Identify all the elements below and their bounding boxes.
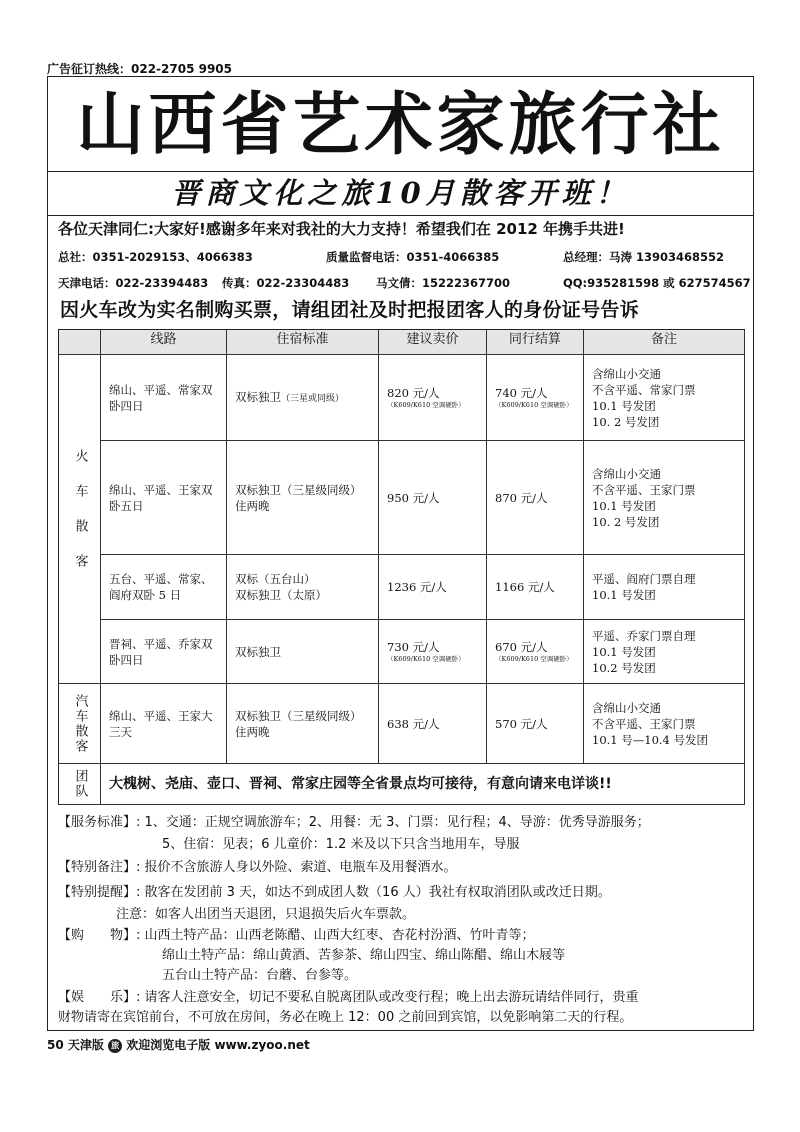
route-name: 绵山、平遥、王家大三天 xyxy=(109,708,213,739)
price-cell xyxy=(379,684,487,764)
route-table xyxy=(58,329,745,805)
group-train: 火车散客 xyxy=(59,355,101,684)
remark-line: 10. 2 号发团 xyxy=(592,414,660,429)
hotel-std-2: 双标独卫（太原） xyxy=(235,588,327,602)
table-row xyxy=(101,684,227,764)
remark-line: 不含平遥、王家门票 xyxy=(592,482,696,497)
quality-phone: 质量监督电话：0351-4066385 xyxy=(326,250,500,264)
hotel-cell xyxy=(227,555,379,620)
net-cell xyxy=(487,620,584,684)
net-cell xyxy=(487,355,584,441)
hotel-std: 双标独卫 xyxy=(235,644,281,659)
net-price: 1166 元/人 xyxy=(495,580,555,594)
fax: 传真：022-23304483 xyxy=(222,276,350,290)
hotel-cell xyxy=(227,620,379,684)
service-line: 绵山土特产品：绵山黄酒、苦参茶、绵山四宝、绵山陈醋、绵山木屐等 xyxy=(162,948,566,963)
price-note: （K609/K610 空调硬卧） xyxy=(387,655,465,663)
route-name: 绵山、平遥、常家双卧四日 xyxy=(109,382,213,413)
group-bus: 汽车散客 xyxy=(59,684,101,764)
divider xyxy=(48,171,753,172)
service-line: 5、住宿：见表；6 儿童价：1.2 米及以下只含当地用车，导服 xyxy=(162,837,520,852)
contact-row-2 xyxy=(58,275,751,291)
table-row xyxy=(101,620,227,684)
price: 950 元/人 xyxy=(387,490,440,505)
greeting: 各位天津同仁:大家好!感谢多年来对我社的大力支持！希望我们在 2012 年携手共进! xyxy=(58,220,625,238)
net-note: （K609/K610 空调硬卧） xyxy=(495,655,573,663)
ad-hotline: 广告征订热线：022-2705 9905 xyxy=(47,62,233,76)
hotel-nights: 住两晚 xyxy=(235,498,270,513)
manager-phone: 总经理：马涛 13903468552 xyxy=(563,250,725,264)
net-cell xyxy=(487,555,584,620)
table-header-corner xyxy=(59,330,101,355)
remark-line: 10.1 号发团 xyxy=(592,498,656,513)
contact-row-1 xyxy=(58,249,725,265)
remark-cell xyxy=(584,684,745,764)
footer-site: 欢迎浏览电子版 www.zyoo.net xyxy=(126,1038,310,1052)
remark-line: 不含平遥、常家门票 xyxy=(592,382,696,397)
hotel-nights: 住两晚 xyxy=(235,724,270,739)
service-line: 五台山土特产品：台蘑、台参等。 xyxy=(162,968,358,983)
hotel-std: 双标独卫（三星级同级） xyxy=(235,482,362,497)
remark-line: 含绵山小交通 xyxy=(592,366,661,381)
hotel-std: 双标独卫（三星级同级） xyxy=(235,708,362,723)
net-price: 870 元/人 xyxy=(495,490,548,505)
page-number: 50 天津版 xyxy=(47,1038,104,1052)
header-route: 线路 xyxy=(101,330,227,355)
header-net: 同行结算 xyxy=(487,330,584,355)
remark-cell xyxy=(584,555,745,620)
remark-line: 10.1 号—10.4 号发团 xyxy=(592,732,709,747)
remark-line: 含绵山小交通 xyxy=(592,466,661,481)
price: 638 元/人 xyxy=(387,716,440,731)
hotel-std: 双标（五台山） xyxy=(235,572,316,586)
remark-line: 含绵山小交通 xyxy=(592,700,661,715)
table-row xyxy=(101,441,227,555)
divider xyxy=(48,215,753,216)
net-note: （K609/K610 空调硬卧） xyxy=(495,401,573,409)
team-tour-text: 大槐树、尧庙、壶口、晋祠、常家庄园等全省景点均可接待，有意向请来电详谈!! xyxy=(101,764,745,805)
ad-frame xyxy=(47,76,754,1031)
table-row xyxy=(101,555,227,620)
service-line: 【服务标准】: 1、交通：正规空调旅游车；2、用餐：无 3、门票：见行程；4、导游：优秀导游服务； xyxy=(58,815,650,830)
remark-line: 平遥、乔家门票自理 xyxy=(592,628,696,643)
price: 1236 元/人 xyxy=(387,580,447,594)
price: 820 元/人 xyxy=(387,386,440,400)
brand-badge-icon: 旅 xyxy=(108,1039,122,1053)
price-cell xyxy=(379,620,487,684)
service-line: 财物请寄在宾馆前台，不可放在房间，务必在晚上 12：00 之前回到宾馆，以免影响第二天的行程。 xyxy=(58,1010,633,1025)
remark-cell xyxy=(584,441,745,555)
ma-phone: 马文倩：15222367700 xyxy=(376,276,511,290)
route-name: 绵山、平遥、王家双卧五日 xyxy=(109,482,213,513)
hotel-cell xyxy=(227,355,379,441)
tianjin-phone: 天津电话：022-23394483 xyxy=(58,276,209,290)
remark-cell xyxy=(584,355,745,441)
slogan: 晋商文化之旅10月散客开班！ xyxy=(171,176,630,210)
id-notice: 因火车改为实名制购买票，请组团社及时把报团客人的身份证号告诉 xyxy=(60,299,640,321)
table-row xyxy=(101,355,227,441)
remark-line: 不含平遥、王家门票 xyxy=(592,716,696,731)
remark-line: 10.2 号发团 xyxy=(592,660,656,675)
header-hotel: 住宿标准 xyxy=(227,330,379,355)
price-cell xyxy=(379,441,487,555)
price: 730 元/人 xyxy=(387,640,440,654)
group-team: 团队 xyxy=(59,764,101,805)
route-name: 五台、平遥、常家、阎府双卧 5 日 xyxy=(109,572,213,602)
page-footer xyxy=(47,1036,310,1053)
hotel-std: 双标独卫 xyxy=(235,389,281,404)
header-remark: 备注 xyxy=(584,330,745,355)
route-name: 晋祠、平遥、乔家双卧四日 xyxy=(109,636,213,667)
net-price: 740 元/人 xyxy=(495,386,548,400)
price-note: （K609/K610 空调硬卧） xyxy=(387,401,465,409)
remark-line: 10. 2 号发团 xyxy=(592,514,660,529)
remark-line: 平遥、阎府门票自理 xyxy=(592,572,696,586)
remark-line: 10.1 号发团 xyxy=(592,398,656,413)
net-cell xyxy=(487,441,584,555)
price-cell xyxy=(379,555,487,620)
service-line: 注意：如客人出团当天退团，只退损失后火车票款。 xyxy=(116,907,416,922)
price-cell xyxy=(379,355,487,441)
hq-phone: 总社：0351-2029153、4066383 xyxy=(58,250,253,264)
service-line: 【购 物】: 山西土特产品：山西老陈醋、山西大红枣、杏花村汾酒、竹叶青等； xyxy=(58,928,535,943)
remark-line: 10.1 号发团 xyxy=(592,644,656,659)
net-cell xyxy=(487,684,584,764)
header-price: 建议卖价 xyxy=(379,330,487,355)
hotel-cell xyxy=(227,441,379,555)
hotel-note: （三星或同级） xyxy=(281,393,345,404)
service-line: 【特别备注】: 报价不含旅游人身以外险、索道、电瓶车及用餐酒水。 xyxy=(58,860,457,875)
qq: QQ:935281598 或 627574567 xyxy=(563,276,751,290)
net-price: 670 元/人 xyxy=(495,640,548,654)
remark-line: 10.1 号发团 xyxy=(592,588,656,602)
hotel-cell xyxy=(227,684,379,764)
service-line: 【特别提醒】: 散客在发团前 3 天，如达不到成团人数（16 人）我社有权取消团队或改迁日期。 xyxy=(58,885,611,900)
agency-title: 山西省艺术家旅行社 xyxy=(76,86,725,165)
service-line: 【娱 乐】: 请客人注意安全，切记不要私自脱离团队或改变行程；晚上出去游玩请结伴同行，贵重 xyxy=(58,990,639,1005)
net-price: 570 元/人 xyxy=(495,716,548,731)
remark-cell xyxy=(584,620,745,684)
